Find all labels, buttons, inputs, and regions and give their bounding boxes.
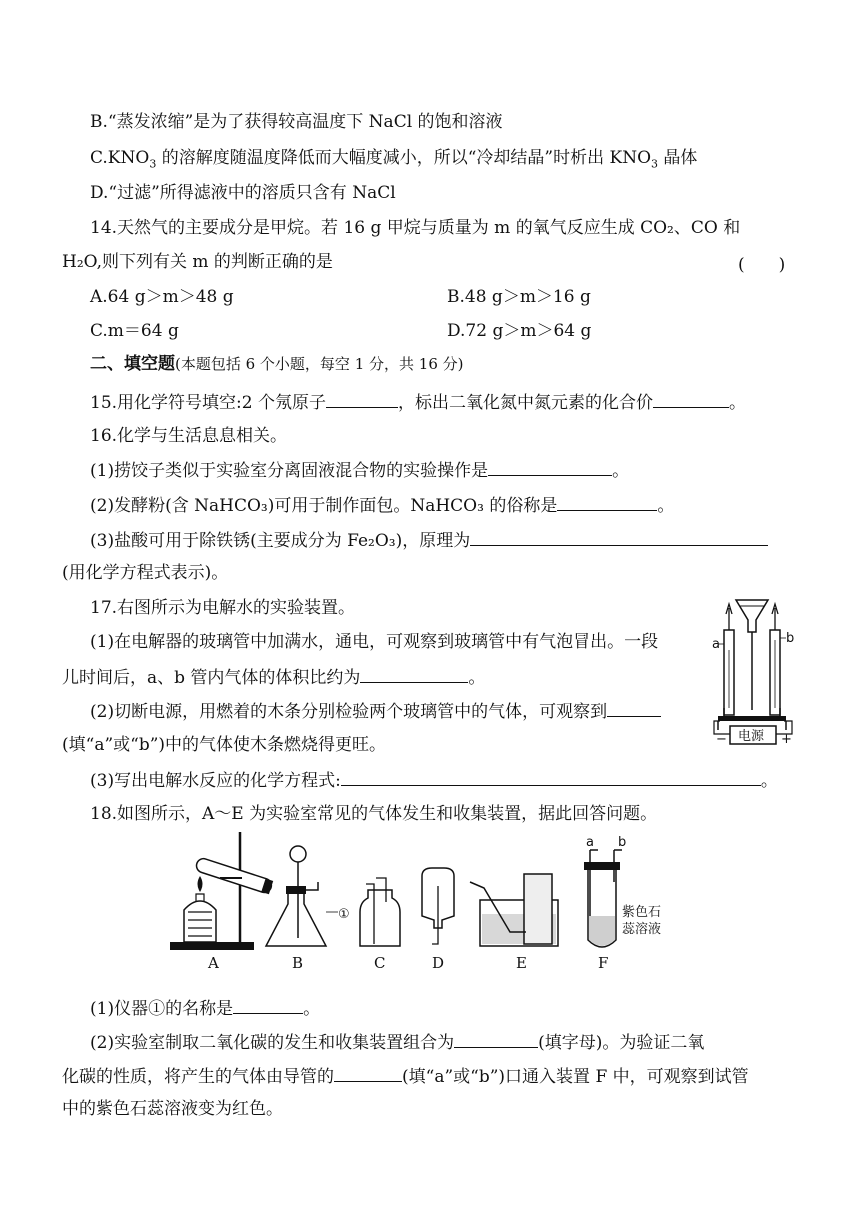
- section-heading: [90, 352, 464, 376]
- gas-apparatus-figure: [170, 832, 690, 972]
- funnel-shape: [736, 600, 768, 632]
- q16-sub3: (3)盐酸可用于除铁锈(主要成分为 Fe₂O₃)，原理为: [90, 527, 768, 553]
- section-note: (本题包括 6 个小题，每空 1 分，共 16 分): [175, 355, 464, 373]
- apparatus-c: [360, 878, 400, 972]
- gas-bottle: [360, 890, 400, 946]
- tube-b-label: b: [786, 631, 795, 646]
- label-c: C: [374, 954, 386, 972]
- q17-stem: 17.右图所示为电解水的实验装置。: [90, 598, 356, 618]
- q18-sub1: (1)仪器①的名称是 。: [90, 995, 320, 1021]
- q13-option-b: B.“蒸发浓缩”是为了获得较高温度下 NaCl 的饱和溶液: [90, 112, 503, 132]
- label-f: F: [598, 954, 609, 972]
- positive-terminal: +: [781, 732, 792, 747]
- q18-sub2-line3: 中的紫色石蕊溶液变为红色。: [62, 1099, 283, 1119]
- q16-blank-1[interactable]: [488, 457, 612, 476]
- apparatus-d: [422, 868, 454, 972]
- q13-option-c: $C.KNO_3$ 的溶解度随温度降低而大幅度减小，所以“冷却结晶”时析出 $KNO_3$ 晶体: [90, 148, 698, 171]
- q15-blank-1[interactable]: [326, 389, 398, 408]
- conical-flask: [266, 892, 326, 946]
- q14-option-c: C.m＝64 g: [90, 321, 179, 341]
- q14-stem-line1: 14.天然气的主要成分是甲烷。若 16 g 甲烷与质量为 m 的氧气反应生成 CO₂、CO 和: [90, 218, 741, 238]
- q18-sub2-line2: 化碳的性质，将产生的气体由导管的 (填“a”或“b”)口通入装置 F 中，可观察到试管: [62, 1063, 749, 1089]
- tube-a-label: a: [712, 637, 720, 652]
- q18-blank-3[interactable]: [334, 1063, 402, 1082]
- collection-bottle: [524, 874, 552, 944]
- label-e: E: [516, 954, 527, 972]
- q17-sub1-line1: (1)在电解器的玻璃管中加满水，通电，可观察到玻璃管中有气泡冒出。一段: [90, 632, 659, 652]
- tube-f-a-label: a: [586, 835, 594, 850]
- q13-option-d: D.“过滤”所得滤液中的溶质只含有 NaCl: [90, 183, 396, 203]
- apparatus-a: [170, 832, 273, 972]
- tube-f-b-label: b: [618, 835, 627, 850]
- q18-sub2-line1: (2)实验室制取二氧化碳的发生和收集装置组合为 (填字母)。为验证二氧: [90, 1029, 704, 1055]
- apparatus-b: [266, 846, 350, 972]
- litmus-label-2: 蕊溶液: [622, 922, 662, 937]
- q17-blank-3[interactable]: [341, 767, 761, 786]
- apparatus-base: [718, 716, 786, 721]
- q16-blank-3[interactable]: [470, 527, 768, 546]
- q14-option-a: A.64 g＞m＞48 g: [90, 287, 234, 307]
- q16-stem: 16.化学与生活息息相关。: [90, 426, 288, 446]
- q16-sub3-note: (用化学方程式表示)。: [62, 563, 229, 583]
- q14-answer-bracket[interactable]: ( ): [738, 255, 786, 275]
- q18-blank-1[interactable]: [233, 995, 303, 1014]
- q17-blank-2[interactable]: [607, 698, 661, 717]
- q15-line: 15.用化学符号填空:2 个氖原子 ，标出二氧化氮中氮元素的化合价 。: [90, 389, 746, 415]
- power-supply-label: 电源: [738, 729, 765, 744]
- q17-sub2-line1: (2)切断电源，用燃着的木条分别检验两个玻璃管中的气体，可观察到: [90, 698, 661, 724]
- q14-stem-line2: H₂O,则下列有关 m 的判断正确的是: [62, 252, 333, 272]
- apparatus-e: [470, 874, 558, 972]
- q15-blank-2[interactable]: [653, 389, 729, 408]
- negative-terminal: −: [716, 732, 727, 747]
- q16-blank-2[interactable]: [557, 492, 657, 511]
- litmus-label-1: 紫色石: [622, 905, 662, 920]
- q14-option-b: B.48 g＞m＞16 g: [447, 287, 591, 307]
- q17-sub3: (3)写出电解水反应的化学方程式: 。: [90, 767, 778, 793]
- q17-sub1-line2: 儿时间后，a、b 管内气体的体积比约为 。: [62, 664, 485, 690]
- label-b: B: [292, 954, 304, 972]
- q14-option-d: D.72 g＞m＞64 g: [447, 321, 592, 341]
- q16-sub1: (1)捞饺子类似于实验室分离固液混合物的实验操作是 。: [90, 457, 629, 483]
- q17-blank-1[interactable]: [360, 664, 468, 683]
- electrolysis-apparatus-figure: [710, 590, 810, 745]
- q18-blank-2[interactable]: [454, 1029, 538, 1048]
- q17-sub2-line2: (填“a”或“b”)中的气体使木条燃烧得更旺。: [62, 735, 387, 755]
- label-a: A: [208, 954, 219, 972]
- q18-stem: 18.如图所示，A～E 为实验室常见的气体发生和收集装置，据此回答问题。: [90, 804, 658, 824]
- q16-sub2: (2)发酵粉(含 NaHCO₃)可用于制作面包。NaHCO₃ 的俗称是 。: [90, 492, 674, 518]
- test-tube-a: [195, 857, 274, 894]
- label-d: D: [432, 954, 445, 972]
- instrument-1-label: ①: [338, 907, 350, 922]
- section-title: 二、填空题: [90, 354, 175, 374]
- apparatus-f: [584, 835, 661, 972]
